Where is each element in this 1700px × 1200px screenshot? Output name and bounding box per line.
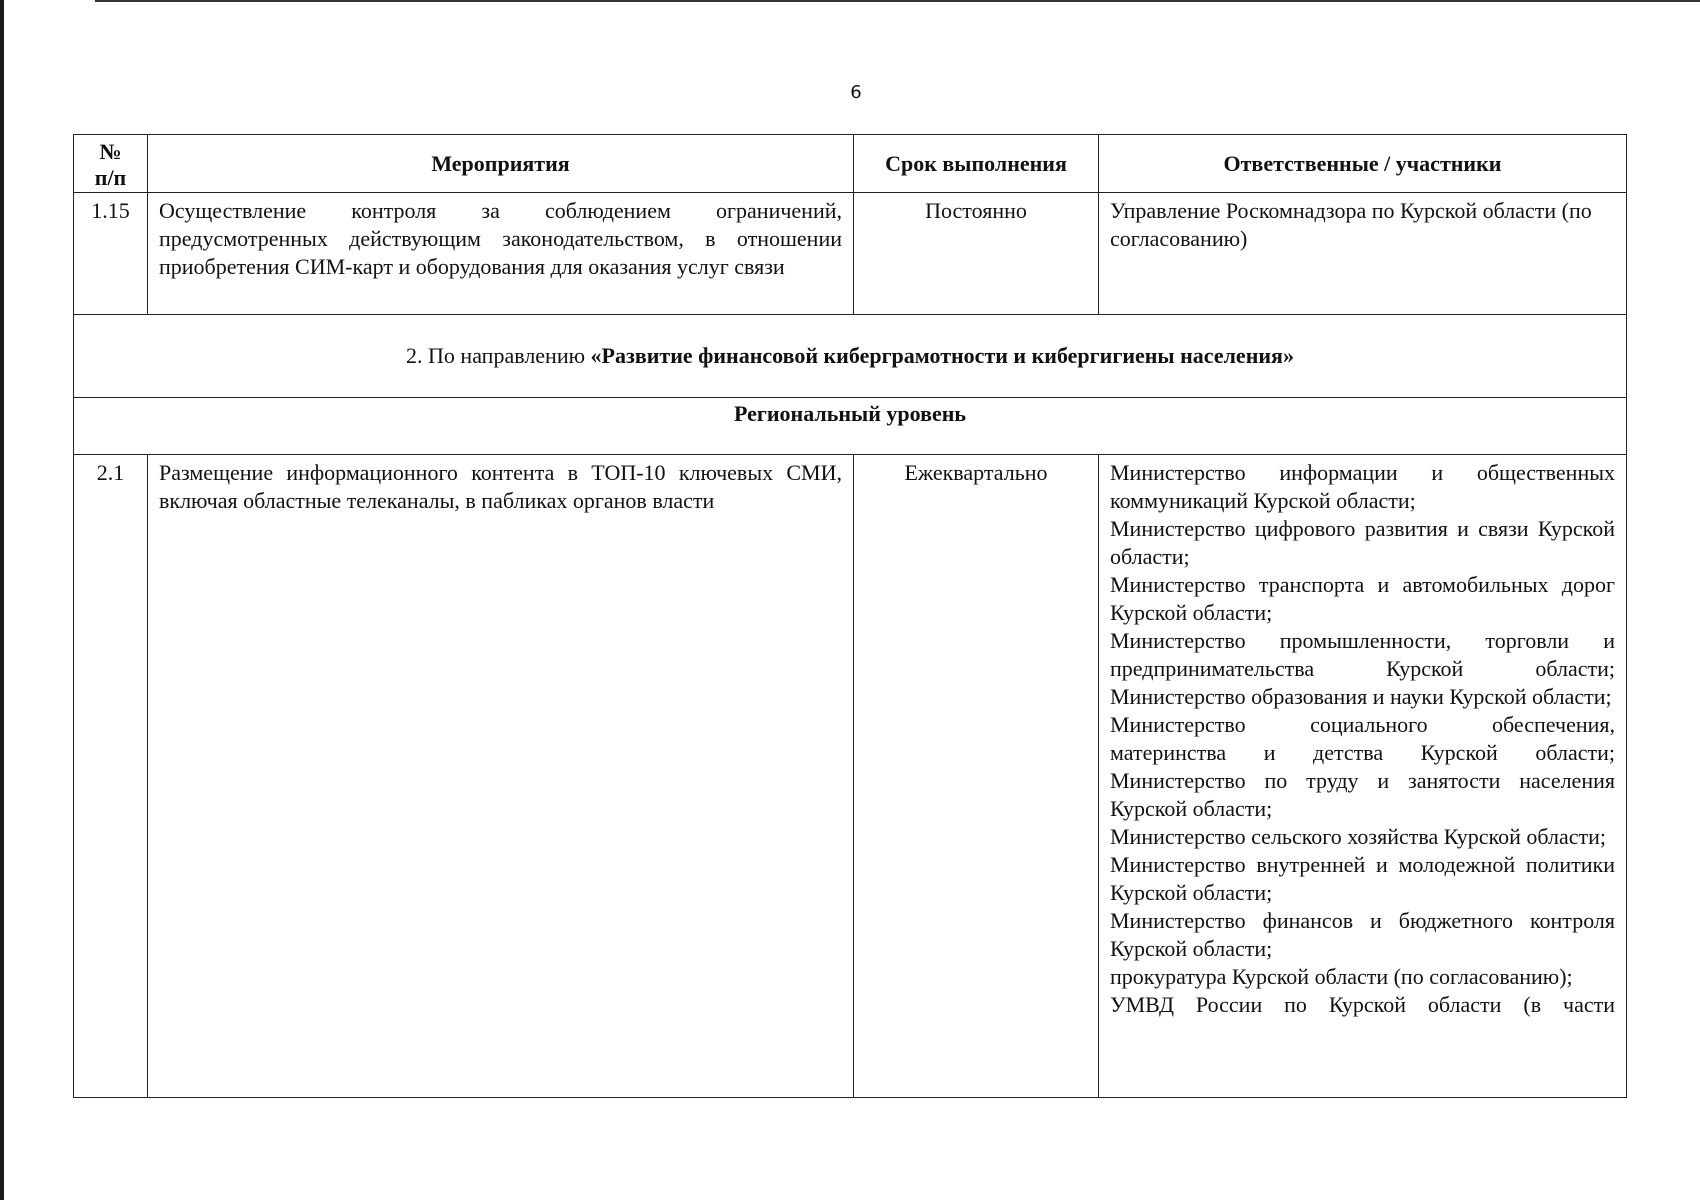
- scan-edge-top: [95, 0, 1700, 2]
- row-2-1-responsible: [1099, 455, 1627, 1098]
- level-row: [74, 398, 1627, 455]
- row-1-15-num: 1.15: [74, 193, 148, 315]
- responsible-item: Министерство финансов и бюджетного контроля Курской области;: [1110, 908, 1615, 961]
- row-1-15-responsible: Управление Роскомнадзора по Курской области (по согласованию): [1099, 193, 1627, 315]
- header-deadline: Срок выполнения: [854, 135, 1099, 193]
- row-2-1-num: 2.1: [74, 455, 148, 1098]
- responsible-item: УМВД России по Курской области (в части: [1110, 992, 1615, 1017]
- section-2-title: «Развитие финансовой киберграмотности и кибергигиены населения»: [590, 343, 1294, 368]
- responsible-item: Министерство сельского хозяйства Курской области;: [1110, 824, 1607, 849]
- action-plan-table: [73, 134, 1627, 1098]
- row-2-1-event: Размещение информационного контента в ТОП-10 ключевых СМИ, включая областные телеканалы, в пабликах органов власти: [148, 455, 854, 1098]
- responsible-item: Министерство цифрового развития и связи Курской области;: [1110, 516, 1615, 569]
- responsible-item: Министерство транспорта и автомобильных дорог Курской области;: [1110, 572, 1615, 625]
- header-num: [74, 135, 148, 193]
- section-2-heading: [74, 315, 1627, 398]
- regional-level-heading: Региональный уровень: [74, 398, 1627, 455]
- responsible-item: прокуратура Курской области (по согласованию);: [1110, 964, 1573, 989]
- row-1-15-event: Осуществление контроля за соблюдением ограничений, предусмотренных действующим законодательством, в отношении приобретения СИМ-карт и оборудования для оказания услуг связи: [148, 193, 854, 315]
- section-row: [74, 315, 1627, 398]
- row-2-1-deadline: Ежеквартально: [854, 455, 1099, 1098]
- responsible-item: Министерство информации и общественных коммуникаций Курской области;: [1110, 460, 1615, 513]
- table-row: [74, 455, 1627, 1098]
- page-number: 6: [850, 82, 862, 103]
- table-row: [74, 193, 1627, 315]
- header-responsible: Ответственные / участники: [1099, 135, 1627, 193]
- section-2-prefix: 2. По направлению: [406, 343, 591, 368]
- row-1-15-deadline: Постоянно: [854, 193, 1099, 315]
- responsible-item: Министерство образования и науки Курской области;: [1110, 684, 1612, 709]
- responsible-item: Министерство социального обеспечения, материнства и детства Курской области;: [1110, 712, 1615, 765]
- responsible-item: Министерство по труду и занятости населения Курской области;: [1110, 768, 1615, 821]
- responsible-item: Министерство внутренней и молодежной политики Курской области;: [1110, 852, 1615, 905]
- header-event: Мероприятия: [148, 135, 854, 193]
- scan-edge-left: [0, 0, 4, 1200]
- responsible-item: Министерство промышленности, торговли и предпринимательства Курской области;: [1110, 628, 1615, 681]
- header-num-label: № п/п: [94, 138, 127, 190]
- table-header-row: [74, 135, 1627, 193]
